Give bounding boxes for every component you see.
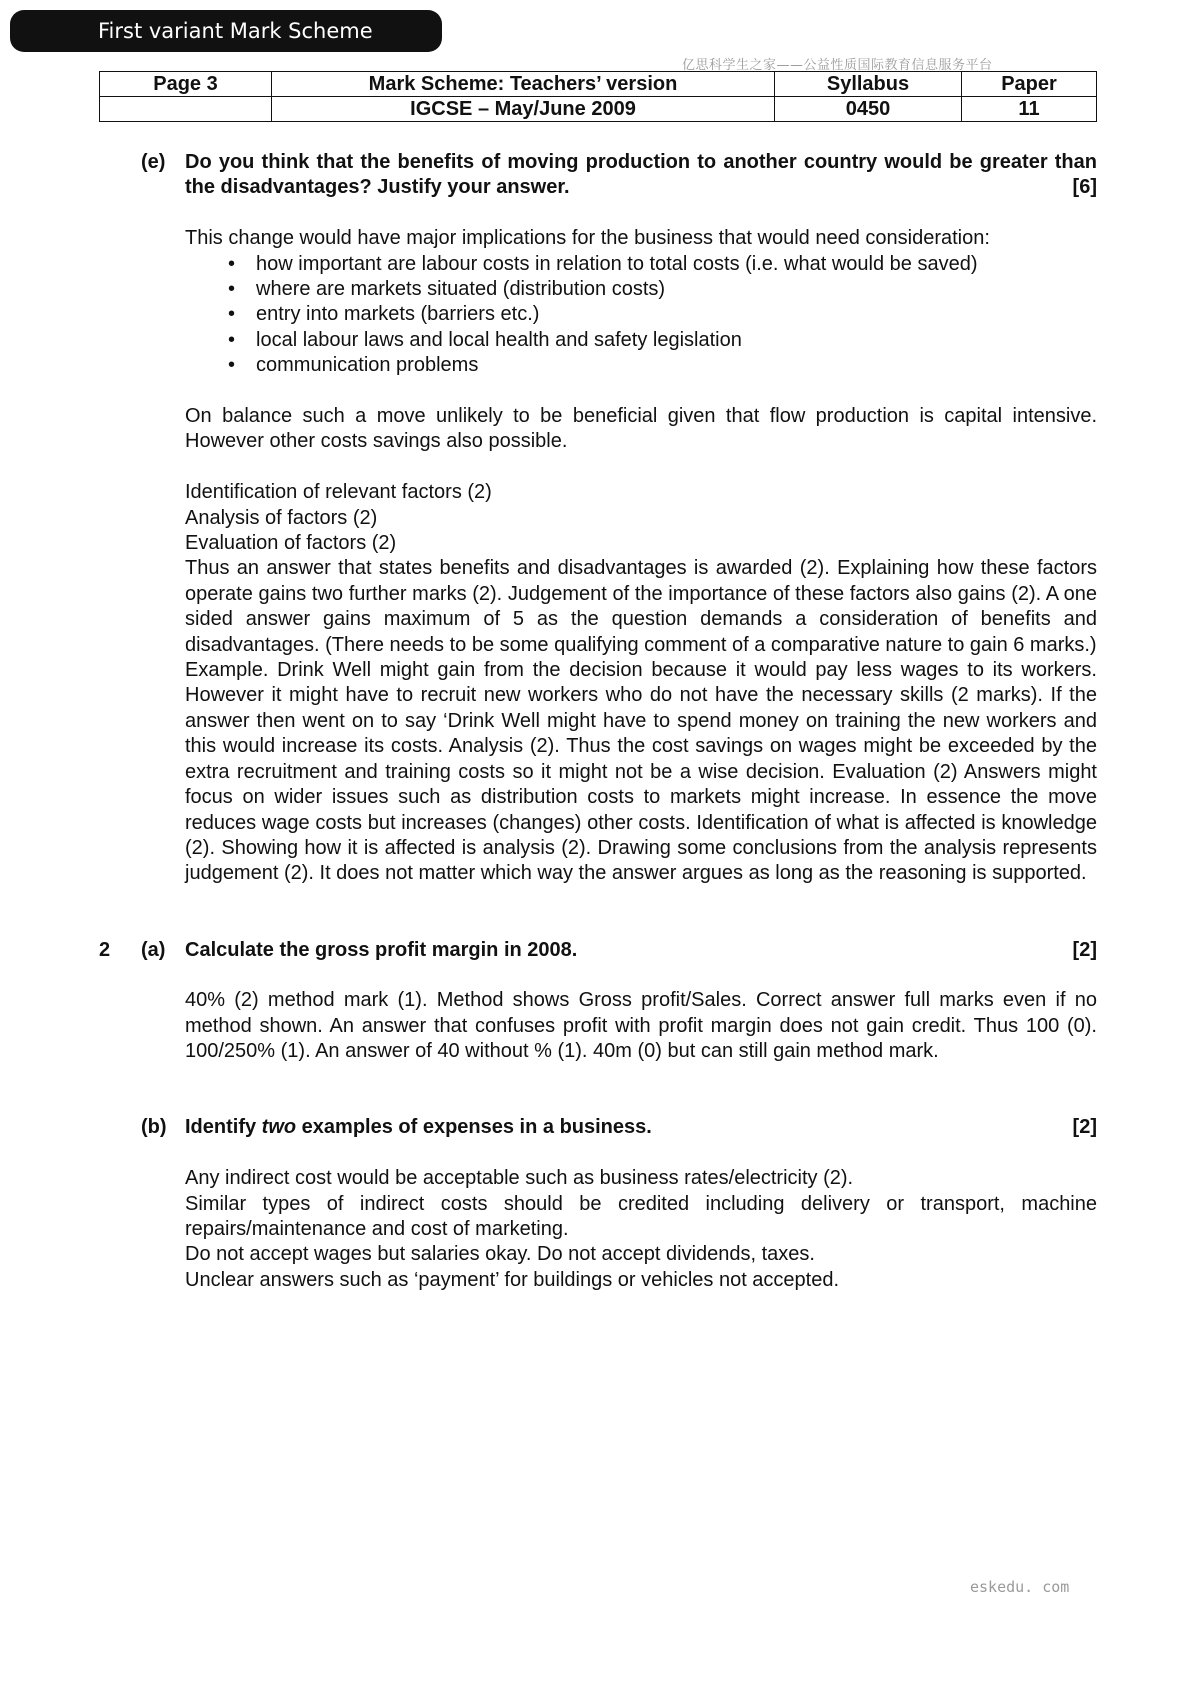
list-item: • communication problems [256, 353, 1097, 378]
list-item: • where are markets situated (distribution costs) [256, 277, 1097, 302]
question-number: 2 [99, 938, 111, 961]
question-marks: [6] [1072, 176, 1097, 199]
header-syllabus-label: Syllabus [775, 72, 962, 97]
header-paper-number: 11 [962, 97, 1097, 122]
header-title: Mark Scheme: Teachers’ version [272, 72, 775, 97]
answer-line: Unclear answers such as ‘payment’ for buildings or vehicles not accepted. [185, 1268, 840, 1291]
example-answer: Example. Drink Well might gain from the decision because it would pay less wages to its workers. However it might have to recruit new workers who do not have the necessary skills (2 marks). If the answer then went on to say ‘Drink Well might have to spend money on training the new workers and this would increase its costs. Analysis (2). Thus the cost savings on wages might be exceeded by the extra recruitment and training costs so it might not be a wise decision. Evaluation (2) Answers might focus on wider issues such as distribution costs to markets might increase. In essence the move reduces wage costs but increases (changes) other costs. Identification of what is affected is knowledge (2). Showing how it is affected is analysis (2). Drawing some conclusions from the analysis represents judgement (2). It does not matter which way the answer argues as long as the reasoning is supported. [185, 659, 1097, 885]
question-text: Do you think that the benefits of moving production to another country would be greater than the disadvantages? Justify your answer. [185, 151, 1097, 199]
header-syllabus-code: 0450 [775, 97, 962, 122]
consideration-list [0, 252, 1190, 379]
header-row-2 [100, 97, 1097, 122]
criteria-line: Identification of relevant factors (2) [185, 481, 492, 504]
list-item: • local labour laws and local health and safety legislation [256, 328, 1097, 353]
question-marks: [2] [1072, 938, 1097, 961]
watermark-bottom: eskedu. com [970, 1578, 1070, 1596]
question-text: Calculate the gross profit margin in 2008. [185, 938, 578, 961]
list-item: • how important are labour costs in relation to total costs (i.e. what would be saved) [256, 252, 1097, 277]
question-marks: [2] [1072, 1116, 1097, 1139]
watermark-top: 亿思科学生之家——公益性质国际教育信息服务平台 [682, 58, 993, 73]
question-1e [0, 150, 1190, 201]
criteria-line: Evaluation of factors (2) [185, 532, 397, 555]
answer-line: Similar types of indirect costs should be credited including delivery or transport, machine repairs/maintenance and cost of marketing. [185, 1192, 1097, 1240]
header-page: Page 3 [100, 72, 272, 97]
question-label: (b) [141, 1116, 167, 1139]
header-paper-label: Paper [962, 72, 1097, 97]
marking-guidance: Thus an answer that states benefits and disadvantages is awarded (2). Explaining how these factors operate gains two further marks (2). Judgement of the importance of these factors also gains (2). A one sided answer gains maximum of 5 as the question demands a consideration of benefits and disadvantages. (There needs to be some qualifying comment of a comparative nature to gain 6 marks.) [185, 557, 1097, 656]
list-item: • entry into markets (barriers etc.) [256, 302, 1097, 327]
mark-scheme-content [0, 150, 1190, 1293]
question-2a [0, 938, 1190, 963]
answer-text: 40% (2) method mark (1). Method shows Gross profit/Sales. Correct answer full marks even if no method shown. An answer that confuses profit with profit margin does not gain credit. Thus 100 (0). 100/250% (1). An answer of 40 without % (1). 40m (0) but can still gain method mark. [185, 989, 1097, 1063]
header-empty-cell [100, 97, 272, 122]
header-exam: IGCSE – May/June 2009 [272, 97, 775, 122]
answer-line: Any indirect cost would be acceptable such as business rates/electricity (2). [185, 1167, 854, 1190]
answer-intro: This change would have major implications for the business that would need consideration: [185, 227, 990, 250]
variant-banner: First variant Mark Scheme [10, 10, 442, 52]
header-table [99, 71, 1097, 122]
answer-balance: On balance such a move unlikely to be beneficial given that flow production is capital intensive. However other costs savings also possible. [185, 405, 1097, 453]
answer-line: Do not accept wages but salaries okay. Do not accept dividends, taxes. [185, 1243, 815, 1266]
question-2b [0, 1115, 1190, 1140]
criteria-line: Analysis of factors (2) [185, 506, 378, 529]
question-label: (e) [141, 151, 166, 173]
question-label: (a) [141, 938, 166, 961]
header-row-1 [100, 72, 1097, 97]
question-text: Identify two examples of expenses in a business. [185, 1116, 652, 1139]
